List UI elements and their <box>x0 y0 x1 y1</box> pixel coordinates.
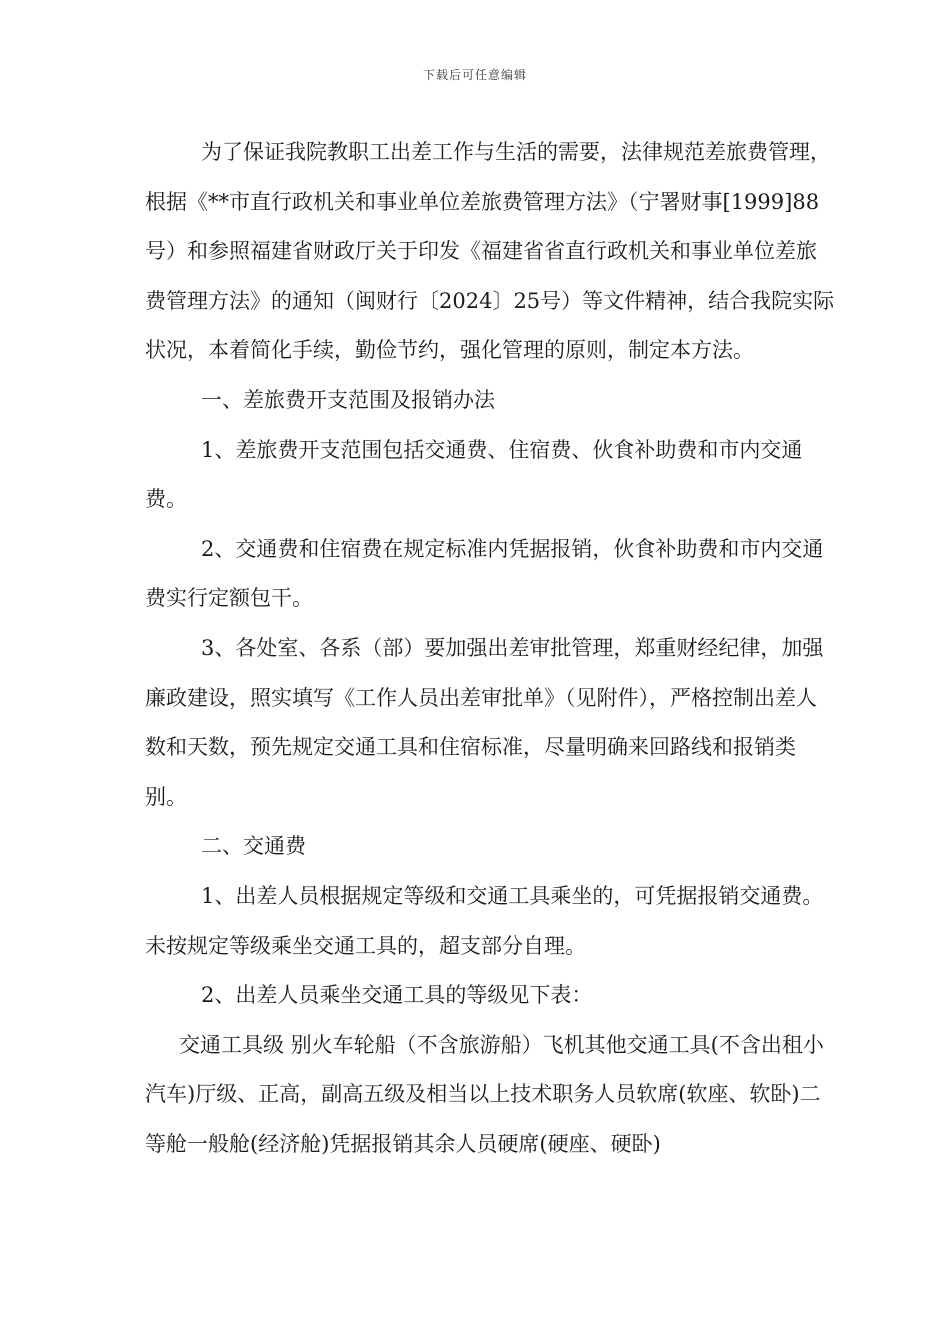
clause-1-3: 3、各处室、各系（部）要加强出差审批管理，郑重财经纪律，加强廉政建设，照实填写《工作人员出差审批单》（见附件），严格控制出差人数和天数，预先规定交通工具和住宿标准，尽量明确来回路线和报销类别。 <box>145 635 824 809</box>
clause-1-1: 1、差旅费开支范围包括交通费、住宿费、伙食补助费和市内交通费。 <box>145 437 803 512</box>
section-heading-2: 二、交通费 <box>201 834 306 859</box>
transport-table-text: 交通工具级 别火车轮船（不含旅游船）飞机其他交通工具(不含出租小汽车)厅级、正高，副高五级及相当以上技术职务人员软席(软座、软卧)二等舱一般舱(经济舱)凭据报销其余人员硬席(硬座、硬卧) <box>145 1032 824 1156</box>
document-body <box>145 128 835 1169</box>
clause-2-1: 1、出差人员根据规定等级和交通工具乘坐的，可凭据报销交通费。未按规定等级乘坐交通工具的，超支部分自理。 <box>145 883 824 958</box>
intro-paragraph: 为了保证我院教职工出差工作与生活的需要，法律规范差旅费管理，根据《**市直行政机关和事业单位差旅费管理方法》（宁署财事[1999]88号）和参照福建省财政厅关于印发《福建省省直行政机关和事业单位差旅费管理方法》的通知（闽财行〔2024〕25号）等文件精神，结合我院实际状况，本着简化手续，勤俭节约，强化管理的原则，制定本方法。 <box>145 140 835 363</box>
clause-2-2: 2、出差人员乘坐交通工具的等级见下表： <box>201 983 593 1008</box>
clause-1-2: 2、交通费和住宿费在规定标准内凭据报销，伙食补助费和市内交通费实行定额包干。 <box>145 536 824 611</box>
section-heading-1: 一、差旅费开支范围及报销办法 <box>201 387 495 412</box>
page-header: 下载后可任意编辑 <box>422 68 527 82</box>
